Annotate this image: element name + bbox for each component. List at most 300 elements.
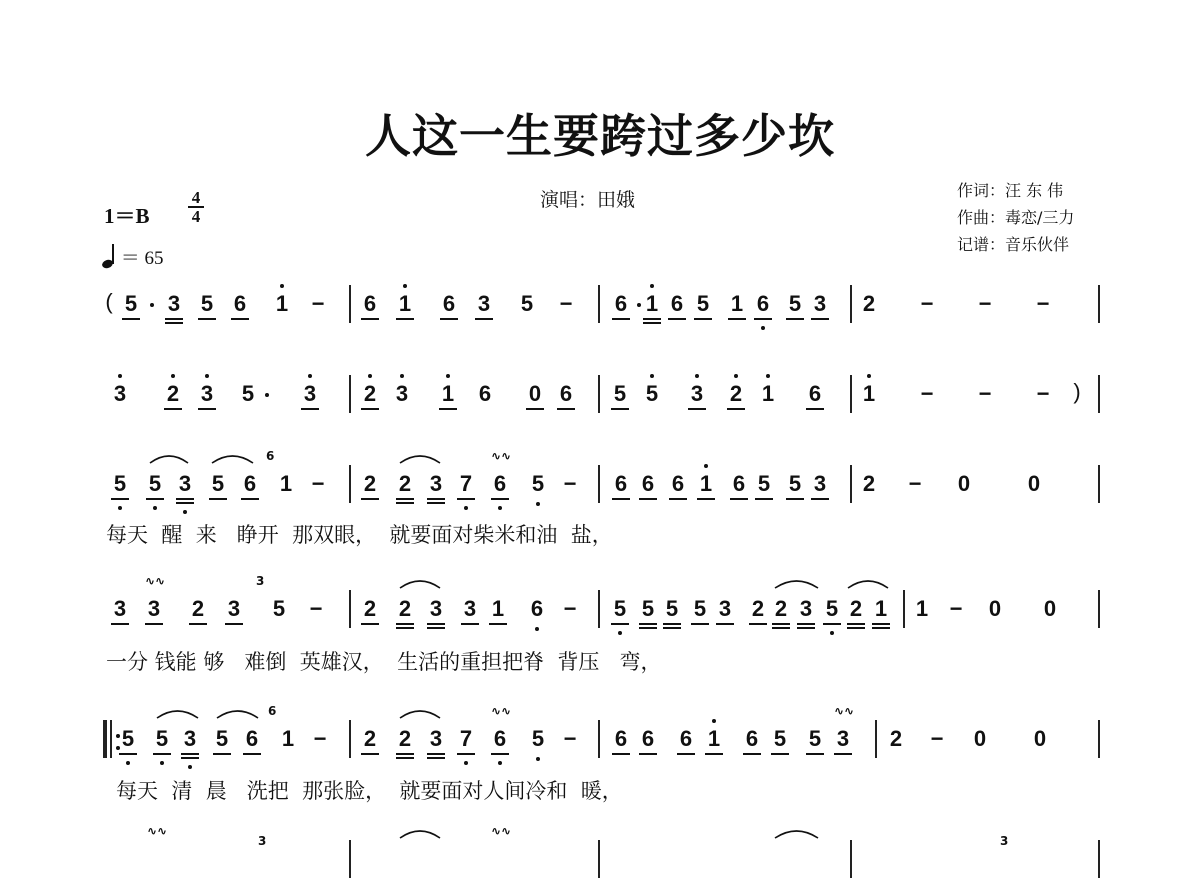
note: 3 (113, 381, 127, 406)
note: 6 (614, 291, 628, 316)
underline (823, 623, 841, 625)
note: 3 (813, 291, 827, 316)
barline (598, 720, 600, 758)
note: 6 (245, 726, 259, 751)
note: − (1036, 291, 1050, 316)
note: 0 (973, 726, 987, 751)
note: 2 (398, 596, 412, 621)
credits-block (957, 177, 1074, 258)
underline (668, 318, 686, 320)
note: 1 (398, 291, 412, 316)
underline (526, 408, 544, 410)
underline (461, 623, 479, 625)
note: 6 (442, 291, 456, 316)
underline (146, 498, 164, 500)
note: 2 (398, 726, 412, 751)
note: 6 (745, 726, 759, 751)
underline (694, 318, 712, 320)
barline (1098, 375, 1100, 413)
underline (176, 502, 194, 504)
note: − (978, 381, 992, 406)
note: 1 (730, 291, 744, 316)
staff-system-4 (0, 574, 1200, 640)
note: 5 (124, 291, 138, 316)
note: 5 (641, 596, 655, 621)
note: 5 (788, 471, 802, 496)
underline (797, 627, 815, 629)
note: 5 (825, 596, 839, 621)
underline (396, 623, 414, 625)
note: 6 (243, 471, 257, 496)
dot-below (464, 761, 468, 765)
underline (153, 753, 171, 755)
singer-credit: 演唱：田娥 (540, 189, 636, 211)
underline (396, 757, 414, 759)
note: 2 (862, 291, 876, 316)
slur (398, 451, 442, 465)
note: 6 (614, 471, 628, 496)
underline (697, 498, 715, 500)
underline (772, 627, 790, 629)
underline (806, 408, 824, 410)
note: 6 (808, 381, 822, 406)
note: 2 (191, 596, 205, 621)
note: − (311, 291, 325, 316)
dot-above (695, 374, 699, 378)
underline (834, 753, 852, 755)
note: 1 (279, 471, 293, 496)
dot-above (446, 374, 450, 378)
underline (209, 498, 227, 500)
underline (730, 498, 748, 500)
note: 5 (808, 726, 822, 751)
underline (457, 753, 475, 755)
underline (427, 627, 445, 629)
underline (611, 408, 629, 410)
dot-below (188, 765, 192, 769)
lyrics-line-1: 每天 醒 来 睁开 那双眼， 就要面对柴米和油 盐， (106, 523, 613, 547)
underline (361, 318, 379, 320)
note: 1 (275, 291, 289, 316)
note: 3 (200, 381, 214, 406)
note: − (563, 471, 577, 496)
augmentation-dot (150, 303, 154, 307)
note: − (559, 291, 573, 316)
underline (361, 408, 379, 410)
underline (663, 623, 681, 625)
note: 2 (889, 726, 903, 751)
note: 5 (121, 726, 135, 751)
dot-below (153, 506, 157, 510)
note: 3 (227, 596, 241, 621)
trill-ornament: ∿∿ (491, 704, 512, 718)
dot-below (118, 506, 122, 510)
note: 6 (641, 471, 655, 496)
note: 6 (233, 291, 247, 316)
dot-above (734, 374, 738, 378)
underline (872, 623, 890, 625)
underline (427, 757, 445, 759)
note: 0 (528, 381, 542, 406)
dot-above (308, 374, 312, 378)
underline (241, 498, 259, 500)
time-signature-bottom: 4 (188, 206, 204, 225)
underline (847, 623, 865, 625)
note: 3 (799, 596, 813, 621)
note: 3 (113, 596, 127, 621)
note: 5 (693, 596, 707, 621)
note: 0 (988, 596, 1002, 621)
dot-below (498, 506, 502, 510)
underline (612, 498, 630, 500)
barline (1098, 840, 1100, 878)
dot-above (280, 284, 284, 288)
underline (111, 623, 129, 625)
staff-system-6-partial (0, 824, 1200, 890)
slur (210, 451, 255, 465)
dot-above (205, 374, 209, 378)
grace-note: 3 (256, 574, 265, 588)
underline (705, 753, 723, 755)
note: 3 (836, 726, 850, 751)
barline (1098, 720, 1100, 758)
dot-above (650, 374, 654, 378)
note: 2 (363, 471, 377, 496)
note: − (920, 381, 934, 406)
note: 3 (147, 596, 161, 621)
dot-below (498, 761, 502, 765)
augmentation-dot (265, 393, 269, 397)
underline (728, 318, 746, 320)
note: 0 (1043, 596, 1057, 621)
trill-ornament: ∿∿ (147, 824, 168, 838)
note: 5 (520, 291, 534, 316)
note: 5 (215, 726, 229, 751)
underline (475, 318, 493, 320)
dot-above (766, 374, 770, 378)
barline (1098, 590, 1100, 628)
underline (119, 753, 137, 755)
underline (176, 498, 194, 500)
note: 0 (1033, 726, 1047, 751)
underline (612, 318, 630, 320)
slur (846, 576, 890, 590)
dot-below (126, 761, 130, 765)
underline (111, 498, 129, 500)
underline (231, 318, 249, 320)
underline (639, 753, 657, 755)
dot-above (400, 374, 404, 378)
underline (145, 623, 163, 625)
key-signature: 1＝B (104, 204, 150, 228)
underline (786, 318, 804, 320)
barline (349, 720, 351, 758)
barline (349, 285, 351, 323)
staff-system-5 (0, 704, 1200, 770)
underline (727, 408, 745, 410)
underline (164, 408, 182, 410)
underline (743, 753, 761, 755)
trill-ornament: ∿∿ (491, 449, 512, 463)
note: 6 (614, 726, 628, 751)
note: − (978, 291, 992, 316)
underline (847, 627, 865, 629)
barline (110, 720, 112, 758)
barline (850, 285, 852, 323)
note: 3 (167, 291, 181, 316)
note: 5 (696, 291, 710, 316)
underline (643, 322, 661, 324)
note: 5 (531, 471, 545, 496)
note: 5 (272, 596, 286, 621)
underline (806, 753, 824, 755)
slur (773, 826, 820, 840)
barline (598, 375, 600, 413)
note: 1 (915, 596, 929, 621)
underline (489, 623, 507, 625)
barline (850, 465, 852, 503)
dot-above (368, 374, 372, 378)
underline (427, 498, 445, 500)
underline (811, 498, 829, 500)
note: − (1036, 381, 1050, 406)
augmentation-dot (637, 303, 641, 307)
underline (189, 623, 207, 625)
slur (155, 706, 200, 720)
dot-above (867, 374, 871, 378)
note: 5 (211, 471, 225, 496)
note: 1 (699, 471, 713, 496)
grace-note: 6 (266, 449, 275, 463)
note: 3 (477, 291, 491, 316)
note: − (920, 291, 934, 316)
note: 3 (718, 596, 732, 621)
underline (611, 623, 629, 625)
underline (669, 498, 687, 500)
staff-system-3 (0, 449, 1200, 515)
underline (491, 498, 509, 500)
dot-above (704, 464, 708, 468)
slur (398, 826, 442, 840)
underline (427, 623, 445, 625)
note: 6 (493, 726, 507, 751)
note: 1 (707, 726, 721, 751)
note: 1 (441, 381, 455, 406)
lyricist-credit: 作词：汪 东 伟 (957, 181, 1064, 200)
dot-below (761, 326, 765, 330)
barline (875, 720, 877, 758)
underline (439, 408, 457, 410)
underline (663, 627, 681, 629)
note: 5 (613, 596, 627, 621)
underline (771, 753, 789, 755)
note: 2 (729, 381, 743, 406)
barline (1098, 285, 1100, 323)
barline (349, 375, 351, 413)
note: − (930, 726, 944, 751)
dot-above (650, 284, 654, 288)
dot-below (618, 631, 622, 635)
note: 3 (183, 726, 197, 751)
note: 2 (363, 596, 377, 621)
underline (612, 753, 630, 755)
underline (639, 498, 657, 500)
note: 5 (613, 381, 627, 406)
note: 6 (530, 596, 544, 621)
underline (872, 627, 890, 629)
underline (754, 318, 772, 320)
note: 3 (395, 381, 409, 406)
underline (755, 498, 773, 500)
underline (797, 623, 815, 625)
underline (198, 318, 216, 320)
note: 1 (862, 381, 876, 406)
note: 5 (155, 726, 169, 751)
time-signature-top: 4 (191, 188, 201, 207)
note: 2 (774, 596, 788, 621)
note: 0 (1027, 471, 1041, 496)
slur (148, 451, 190, 465)
tempo-marking (102, 243, 164, 270)
underline (639, 623, 657, 625)
barline (1098, 465, 1100, 503)
note: 6 (478, 381, 492, 406)
slur (773, 576, 820, 590)
note: 0 (957, 471, 971, 496)
note: 6 (559, 381, 573, 406)
note: 2 (363, 381, 377, 406)
barline (349, 590, 351, 628)
lyrics-line-2: 一分 钱能 够 难倒 英雄汉， 生活的重担把脊 背压 弯， (106, 650, 662, 674)
note: 1 (491, 596, 505, 621)
underline (243, 753, 261, 755)
dot-below (535, 627, 539, 631)
quarter-note-icon (102, 248, 116, 268)
note: − (563, 726, 577, 751)
barline (850, 840, 852, 878)
underline (639, 627, 657, 629)
staff-system-1 (0, 275, 1200, 335)
dot-below (464, 506, 468, 510)
slur (398, 576, 442, 590)
note: 5 (200, 291, 214, 316)
barline (349, 465, 351, 503)
barline (349, 840, 351, 878)
underline (457, 498, 475, 500)
note: 5 (645, 381, 659, 406)
underline (396, 753, 414, 755)
close-paren: ) (1073, 379, 1081, 404)
note: 5 (113, 471, 127, 496)
note: 3 (429, 471, 443, 496)
underline (198, 408, 216, 410)
underline (361, 753, 379, 755)
underline (643, 318, 661, 320)
dot-below (183, 510, 187, 514)
trill-ornament: ∿∿ (834, 704, 855, 718)
barline (598, 465, 600, 503)
note: 1 (645, 291, 659, 316)
note: 6 (679, 726, 693, 751)
note: 1 (761, 381, 775, 406)
note: 3 (690, 381, 704, 406)
note: 6 (671, 471, 685, 496)
underline (301, 408, 319, 410)
note: − (311, 471, 325, 496)
open-paren: ( (105, 289, 113, 314)
note: 6 (363, 291, 377, 316)
barline (598, 840, 600, 878)
note: 5 (241, 381, 255, 406)
underline (786, 498, 804, 500)
note: 6 (493, 471, 507, 496)
dot-below (830, 631, 834, 635)
note: 3 (463, 596, 477, 621)
underline (396, 498, 414, 500)
transcriber-credit: 记谱：音乐伙伴 (957, 235, 1070, 254)
underline (677, 753, 695, 755)
trill-ornament: ∿∿ (145, 574, 166, 588)
grace-note: 6 (268, 704, 277, 718)
tempo-value: ＝ 65 (120, 248, 164, 269)
grace-note: 3 (1000, 834, 1009, 848)
dot-above (171, 374, 175, 378)
barline (903, 590, 905, 628)
dot-below (160, 761, 164, 765)
note: − (309, 596, 323, 621)
note: 3 (429, 596, 443, 621)
grace-note: 3 (258, 834, 267, 848)
dot-above (712, 719, 716, 723)
note: 6 (732, 471, 746, 496)
underline (491, 753, 509, 755)
note: 3 (303, 381, 317, 406)
underline (427, 753, 445, 755)
note: 7 (459, 471, 473, 496)
underline (691, 623, 709, 625)
song-title: 人这一生要跨过多少坎 (365, 109, 835, 163)
dot-below (536, 757, 540, 761)
staff-system-2 (0, 365, 1200, 425)
note: − (949, 596, 963, 621)
note: 5 (788, 291, 802, 316)
underline (427, 502, 445, 504)
underline (225, 623, 243, 625)
note: 1 (281, 726, 295, 751)
underline (361, 623, 379, 625)
underline (122, 318, 140, 320)
note: 2 (398, 471, 412, 496)
underline (557, 408, 575, 410)
underline (361, 498, 379, 500)
underline (181, 757, 199, 759)
note: 5 (757, 471, 771, 496)
note: 2 (849, 596, 863, 621)
slur (215, 706, 260, 720)
underline (396, 627, 414, 629)
underline (440, 318, 458, 320)
underline (716, 623, 734, 625)
note: 5 (773, 726, 787, 751)
barline (598, 285, 600, 323)
note: − (313, 726, 327, 751)
note: 3 (178, 471, 192, 496)
note: 2 (166, 381, 180, 406)
underline (165, 318, 183, 320)
note: 6 (641, 726, 655, 751)
slur (398, 706, 442, 720)
composer-credit: 作曲：毒恋/三力 (957, 208, 1075, 227)
